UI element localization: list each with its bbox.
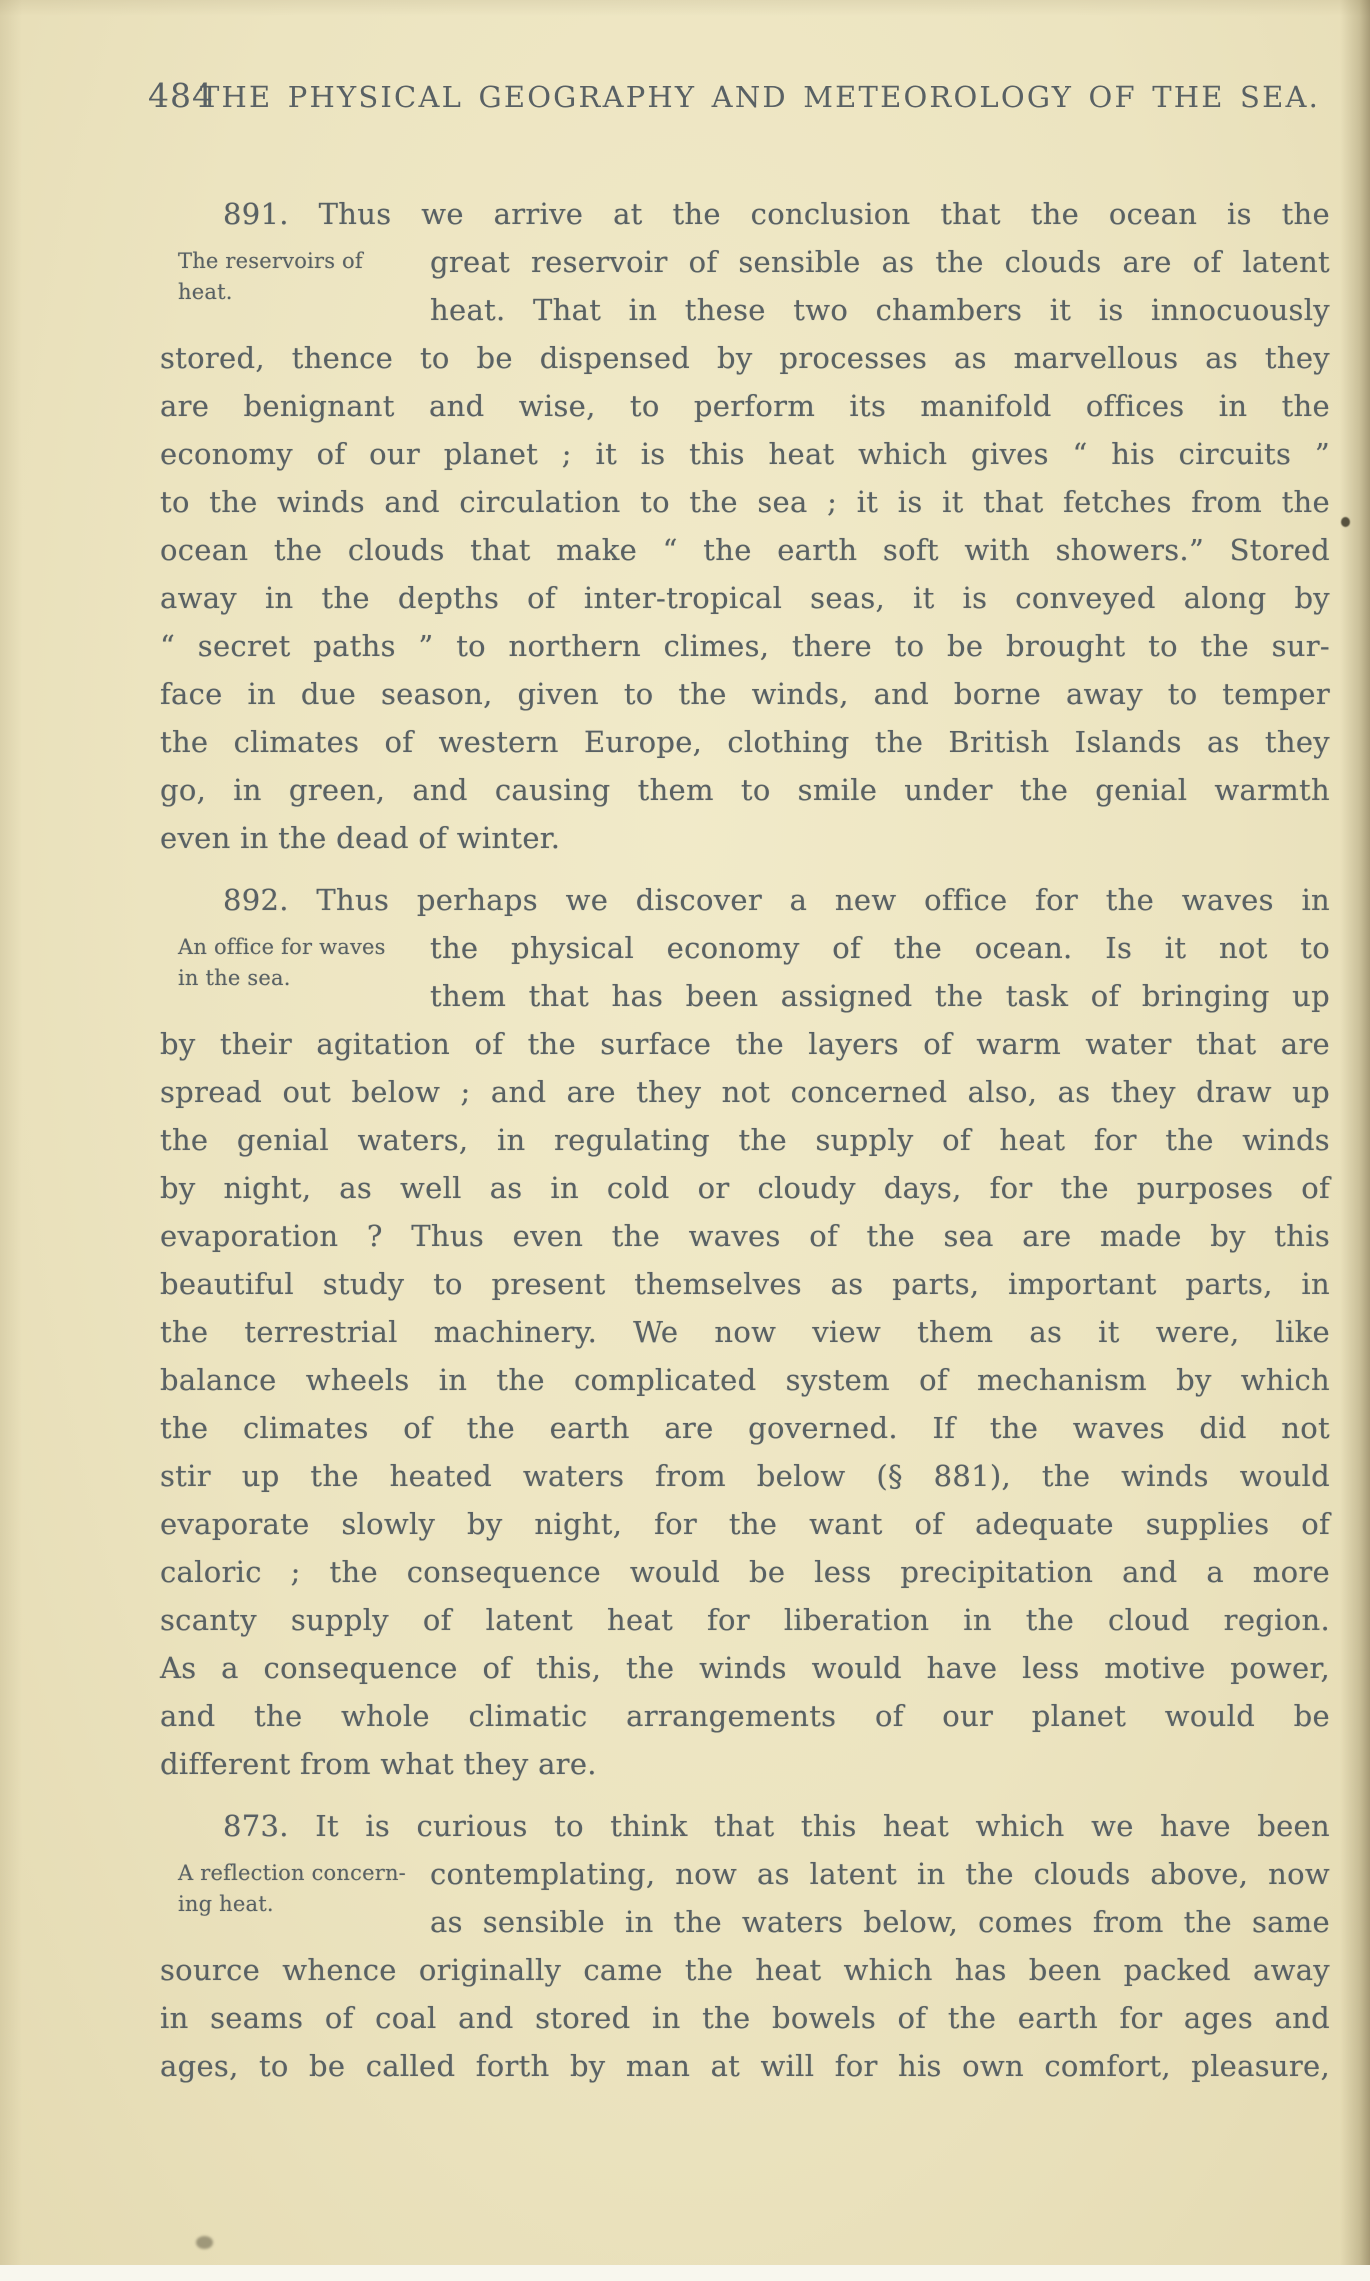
text-line: the terrestrial machinery. We now view them as it were, like bbox=[160, 1315, 1330, 1349]
ink-speck bbox=[196, 2236, 213, 2249]
text-line: beautiful study to present themselves as parts, important parts, in bbox=[160, 1267, 1330, 1301]
sidenote-line: A reflection concern- bbox=[178, 1861, 406, 1885]
text-line: “ secret paths ” to northern climes, there to be brought to the sur- bbox=[160, 629, 1330, 663]
text-line: face in due season, given to the winds, and borne away to temper bbox=[160, 677, 1330, 711]
ink-speck bbox=[1341, 517, 1350, 527]
text-line: away in the depths of inter-tropical seas, it is conveyed along by bbox=[160, 581, 1330, 615]
text-line: go, in green, and causing them to smile under the genial warmth bbox=[160, 773, 1330, 807]
text-line: source whence originally came the heat which has been packed away bbox=[160, 1953, 1330, 1987]
sidenote bbox=[178, 932, 433, 994]
text-line: them that has been assigned the task of bringing up bbox=[430, 979, 1330, 1013]
sidenote bbox=[178, 246, 433, 308]
page-edge-right-shadow bbox=[1340, 0, 1370, 2281]
text-line: different from what they are. bbox=[160, 1747, 597, 1781]
text-line: as sensible in the waters below, comes from the same bbox=[430, 1905, 1330, 1939]
sidenote-line: heat. bbox=[178, 280, 233, 304]
text-line: contemplating, now as latent in the clouds above, now bbox=[430, 1857, 1330, 1891]
text-line: in seams of coal and stored in the bowels of the earth for ages and bbox=[160, 2001, 1330, 2035]
text-line: by their agitation of the surface the layers of warm water that are bbox=[160, 1027, 1330, 1061]
text-line: balance wheels in the complicated system of mechanism by which bbox=[160, 1363, 1330, 1397]
text-line: heat. That in these two chambers it is innocuously bbox=[430, 293, 1330, 327]
text-line: the climates of western Europe, clothing the British Islands as they bbox=[160, 725, 1330, 759]
text-line: evaporate slowly by night, for the want of adequate supplies of bbox=[160, 1507, 1330, 1541]
text-line: to the winds and circulation to the sea ; it is it that fetches from the bbox=[160, 485, 1330, 519]
paragraph-891 bbox=[160, 190, 1330, 862]
text-line: stored, thence to be dispensed by processes as marvellous as they bbox=[160, 341, 1330, 375]
text-line: 873. It is curious to think that this heat which we have been bbox=[223, 1809, 1330, 1843]
text-line: the genial waters, in regulating the supply of heat for the winds bbox=[160, 1123, 1330, 1157]
text-line: economy of our planet ; it is this heat which gives “ his circuits ” bbox=[160, 437, 1330, 471]
paragraph-892 bbox=[160, 876, 1330, 1788]
text-line: ocean the clouds that make “ the earth soft with showers.” Stored bbox=[160, 533, 1330, 567]
sidenote-line: in the sea. bbox=[178, 966, 291, 990]
text-line: and the whole climatic arrangements of our planet would be bbox=[160, 1699, 1330, 1733]
text-line: 892. Thus perhaps we discover a new office for the waves in bbox=[223, 883, 1330, 917]
page-number: 484 bbox=[148, 76, 214, 115]
sidenote bbox=[178, 1858, 433, 1920]
running-title: THE PHYSICAL GEOGRAPHY AND METEOROLOGY OF THE SEA. bbox=[199, 80, 1321, 114]
text-line: great reservoir of sensible as the clouds are of latent bbox=[430, 245, 1330, 279]
sidenote-line: An office for waves bbox=[178, 935, 386, 959]
text-line: spread out below ; and are they not concerned also, as they draw up bbox=[160, 1075, 1330, 1109]
text-line: the physical economy of the ocean. Is it not to bbox=[430, 931, 1330, 965]
text-line: caloric ; the consequence would be less precipitation and a more bbox=[160, 1555, 1330, 1589]
text-line: by night, as well as in cold or cloudy days, for the purposes of bbox=[160, 1171, 1330, 1205]
page-edge-bottom-strip bbox=[0, 2265, 1370, 2281]
text-line: evaporation ? Thus even the waves of the sea are made by this bbox=[160, 1219, 1330, 1253]
text-line: are benignant and wise, to perform its manifold offices in the bbox=[160, 389, 1330, 423]
text-line: stir up the heated waters from below (§ 881), the winds would bbox=[160, 1459, 1330, 1493]
page-header bbox=[148, 76, 1330, 120]
sidenote-line: ing heat. bbox=[178, 1892, 274, 1916]
sidenote-line: The reservoirs of bbox=[178, 249, 363, 273]
paragraph-873 bbox=[160, 1802, 1330, 2090]
text-line: ages, to be called forth by man at will for his own comfort, pleasure, bbox=[160, 2049, 1330, 2083]
page-body bbox=[160, 190, 1330, 2090]
text-line: the climates of the earth are governed. If the waves did not bbox=[160, 1411, 1330, 1445]
page-edge-top-shadow bbox=[0, 0, 1370, 16]
text-line: scanty supply of latent heat for liberation in the cloud region. bbox=[160, 1603, 1330, 1637]
text-line: 891. Thus we arrive at the conclusion that the ocean is the bbox=[223, 197, 1330, 231]
page-edge-left-shadow bbox=[0, 0, 22, 2281]
text-line: even in the dead of winter. bbox=[160, 821, 561, 855]
text-line: As a consequence of this, the winds would have less motive power, bbox=[160, 1651, 1330, 1685]
